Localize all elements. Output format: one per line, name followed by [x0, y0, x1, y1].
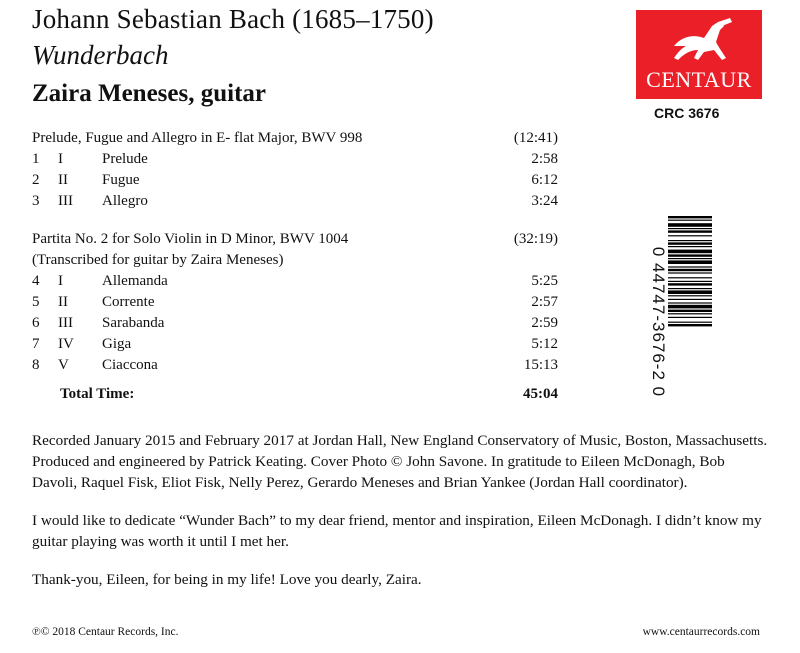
track-title: Giga	[102, 336, 132, 352]
barcode-bar	[668, 299, 712, 300]
centaur-logo	[636, 10, 762, 99]
movement-number: IV	[58, 336, 74, 352]
recording-credits: Recorded January 2015 and February 2017 at Jordan Hall, New England Conservatory of Music, Boston, Massachusetts. Produced and engineered by Patrick Keating. Cover Photo © John Savone. In gratitude to Eileen McDonagh, Bob Davoli, Raquel Fisk, Eliot Fisk, Nelly Perez, Gerardo Meneses and Brian Yankee (Jordan Hall coordinator).	[32, 432, 768, 491]
track-duration: 2:57	[531, 294, 558, 310]
copyright-notice: ℗© 2018 Centaur Records, Inc.	[32, 626, 179, 638]
track-duration: 3:24	[531, 193, 558, 209]
movement-number: II	[58, 172, 68, 188]
barcode-bar	[668, 310, 712, 312]
track-title: Allemanda	[102, 273, 168, 289]
barcode-bar	[668, 230, 712, 232]
track-title: Ciaccona	[102, 357, 158, 373]
barcode-bar	[668, 242, 712, 244]
work-duration: (32:19)	[513, 231, 558, 247]
track-title: Allegro	[102, 193, 148, 209]
track-row	[32, 292, 562, 313]
barcode-bar	[668, 290, 712, 294]
track-number: 1	[32, 151, 40, 167]
barcode-bar	[668, 305, 712, 309]
total-time-label: Total Time:	[60, 386, 135, 402]
barcode-bar	[668, 246, 712, 247]
work-subtitle: (Transcribed for guitar by Zaira Meneses)	[32, 252, 284, 268]
track-duration: 15:13	[523, 357, 558, 373]
barcode-bar	[668, 240, 712, 241]
track-title: Sarabanda	[102, 315, 165, 331]
barcode-bar	[668, 283, 712, 285]
barcode-bar	[668, 288, 712, 289]
track-number: 4	[32, 273, 40, 289]
liner-notes	[32, 430, 772, 607]
barcode-bar	[668, 254, 712, 256]
track-row	[32, 149, 562, 170]
barcode-bar	[668, 277, 712, 278]
work-header	[32, 128, 562, 149]
barcode-digits: 0 44747-3676-2 0	[649, 246, 668, 398]
track-number: 5	[32, 294, 40, 310]
album-title: Wunderbach	[32, 40, 169, 70]
work-header	[32, 229, 562, 250]
track-number: 3	[32, 193, 40, 209]
artist-name: Zaira Meneses, guitar	[32, 80, 266, 107]
barcode-bar	[668, 223, 712, 227]
work-duration: (12:41)	[513, 130, 558, 146]
movement-number: V	[58, 357, 69, 373]
track-row	[32, 170, 562, 191]
track-row	[32, 191, 562, 212]
barcode-bar	[668, 266, 712, 267]
barcode-bar	[668, 295, 712, 296]
track-number: 2	[32, 172, 40, 188]
work-title: Prelude, Fugue and Allegro in E- flat Major, BWV 998	[32, 130, 363, 146]
movement-number: I	[58, 273, 63, 289]
track-number: 8	[32, 357, 40, 373]
barcode-bar	[668, 235, 712, 236]
total-time-row	[32, 384, 562, 410]
track-row	[32, 334, 562, 355]
track-number: 6	[32, 315, 40, 331]
track-duration: 2:59	[531, 315, 558, 331]
barcode-bar	[668, 313, 712, 314]
movement-number: II	[58, 294, 68, 310]
track-row	[32, 313, 562, 334]
barcode-bars	[668, 216, 712, 428]
barcode-bar	[668, 302, 712, 303]
logo-wordmark: CENTAUR	[646, 67, 752, 92]
closing-note: Thank-you, Eileen, for being in my life! Love you dearly, Zaira.	[32, 571, 422, 588]
dedication: I would like to dedicate “Wunder Bach” to my dear friend, mentor and inspiration, Eileen McDonagh. I didn’t know my guitar playing was worth it until I met her.	[32, 512, 762, 550]
barcode-bar	[668, 220, 712, 221]
track-list	[32, 128, 562, 410]
barcode-bar	[668, 322, 712, 323]
track-duration: 6:12	[531, 172, 558, 188]
work-title: Partita No. 2 for Solo Violin in D Minor, BWV 1004	[32, 231, 349, 247]
barcode-bar	[668, 216, 712, 218]
track-title: Prelude	[102, 151, 148, 167]
track-duration: 5:12	[531, 336, 558, 352]
total-time-value: 45:04	[523, 386, 558, 402]
track-row	[32, 355, 562, 376]
track-title: Fugue	[102, 172, 140, 188]
track-duration: 2:58	[531, 151, 558, 167]
track-title: Corrente	[102, 294, 155, 310]
barcode	[648, 216, 712, 428]
catalog-number: CRC 3676	[654, 105, 720, 121]
movement-number: III	[58, 315, 73, 331]
composer-heading: Johann Sebastian Bach (1685–1750)	[32, 4, 434, 34]
barcode-bar	[668, 228, 712, 229]
website-link[interactable]: www.centaurrecords.com	[642, 626, 760, 638]
work-subtitle-row	[32, 250, 562, 271]
barcode-bar	[668, 260, 712, 264]
track-row	[32, 271, 562, 292]
barcode-bar	[668, 272, 712, 273]
centaur-icon	[664, 16, 736, 64]
track-duration: 5:25	[531, 273, 558, 289]
movement-number: III	[58, 193, 73, 209]
barcode-bar	[668, 250, 712, 254]
track-number: 7	[32, 336, 40, 352]
barcode-bar	[668, 281, 712, 282]
barcode-bar	[668, 258, 712, 259]
barcode-bar	[668, 269, 712, 271]
barcode-bar	[668, 324, 712, 326]
movement-number: I	[58, 151, 63, 167]
barcode-bar	[668, 317, 712, 318]
